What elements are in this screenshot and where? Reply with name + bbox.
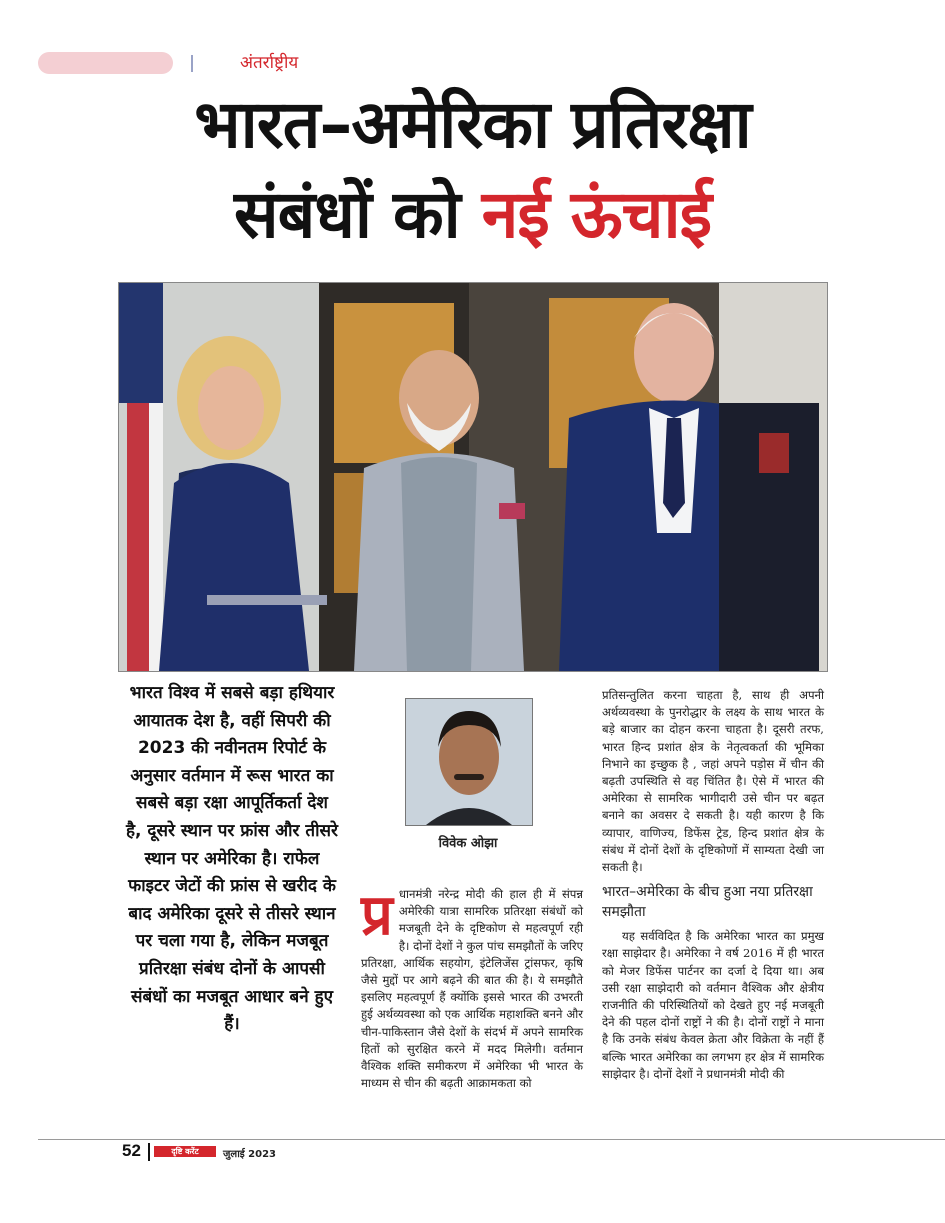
lead-photo-illustration (119, 283, 827, 671)
headline-line-1: भारत–अमेरिका प्रतिरक्षा (194, 86, 751, 163)
drop-cap: प्र (361, 882, 393, 948)
section-divider (191, 55, 193, 72)
footer-separator (148, 1143, 150, 1161)
author-portrait-illustration (406, 699, 532, 825)
page-number: 52 (122, 1141, 141, 1160)
pull-quote: भारत विश्व में सबसे बड़ा हथियार आयातक देश है, वहीं सिपरी की 2023 की नवीनतम रिपोर्ट के अनुसार वर्तमान में रूस भारत का सबसे बड़ा रक्षा आपूर्तिकर्ता देश है, दूसरे स्थान पर फ्रांस और तीसरे स्थान पर अमेरिका है। राफेल फाइटर जेटों की फ्रांस से खरीद के बाद अमेरिका दूसरे से तीसरे स्थान पर चला गया है, लेकिन मजबूत प्रतिरक्षा संबंध दोनों के आपसी संबंधों का मजबूत आधार बने हुए हैं। (126, 683, 338, 1035)
issue-date: जुलाई 2023 (223, 1149, 277, 1160)
magazine-logo (154, 1146, 216, 1157)
article-col2-text: धानमंत्री नरेन्द्र मोदी की हाल ही में संपन्न अमेरिकी यात्रा सामरिक प्रतिरक्षा संबंधों को मजबूती देने के दृष्टिकोण से महत्वपूर्ण रही है। दोनों देशों ने कुल पांच समझौतों के जरिए प्रतिरक्षा, आर्थिक सहयोग, इंटेलिजेंस ट्रांसफर, कृषि जैसे मुद्दों पर आगे बढ़ने की बात की है। ये समझौते इसलिए महत्वपूर्ण हैं क्योंकि इससे भारत की उभरती हुई अर्थव्यवस्था को एक आर्थिक महाशक्ति बनने और चीन-पाकिस्तान जैसे देशों के संदर्भ में अपने सामरिक हितों को सुरक्षित करने में मदद मिलेगी। वर्तमान वैश्विक शक्ति समीकरण में अमेरिका भी भारत के माध्यम से चीन की बढ़ती आक्रामकता को (361, 887, 583, 1091)
headline-line-2 (0, 176, 945, 253)
author-name: विवेक ओझा (438, 836, 498, 851)
footer-rule (38, 1139, 945, 1140)
section-label: अंतर्राष्ट्रीय (240, 53, 299, 73)
article-column-3 (602, 687, 824, 1083)
lead-photo (118, 282, 828, 672)
article-subheading: भारत–अमेरिका के बीच हुआ नया प्रतिरक्षा समझौता (602, 884, 813, 921)
magazine-logo-text: दृष्टि करेंट (171, 1147, 199, 1156)
author-photo (405, 698, 533, 826)
article-column-2 (361, 882, 583, 1092)
headline-black-part: संबंधों को (234, 176, 460, 253)
article-col3-paragraph-2: यह सर्वविदित है कि अमेरिका भारत का प्रमुख रक्षा साझेदार है। अमेरिका ने वर्ष 2016 में ही भारत को मेजर डिफेंस पार्टनर का दर्जा दे दिया था। अब उसी रक्षा साझेदारी को वर्तमान वैश्विक और क्षेत्रीय राजनीति की परिस्थितियों को देखते हुए नई मजबूती देने की पहल दोनों राष्ट्रों ने की है। दोनों राष्ट्रों ने माना है कि उनके संबंध केवल क्रेता और विक्रेता के नहीं हैं बल्कि भारत अमेरिका का लगभग हर क्षेत्र में सामरिक साझेदार है। दोनों देशों ने प्रधानमंत्री मोदी की (602, 929, 824, 1081)
section-pill (38, 52, 173, 74)
article-col3-paragraph-1: प्रतिसन्तुलित करना चाहता है, साथ ही अपनी अर्थव्यवस्था के पुनरोद्धार के लक्ष्य के साथ भारत के बड़े बाजार का दोहन करना चाहता है। दूसरी तरफ, भारत हिन्द प्रशांत क्षेत्र के नेतृत्वकर्ता की भूमिका निभाने का इच्छुक है , जहां अपने पड़ोस में चीन की बढ़ती उपस्थिति से वह चिंतित है। ऐसे में भारत की अमेरिका से सामरिक भागीदारी उसे चीन पर बढ़त बनाने का अवसर दे सकती है। यही कारण है कि व्यापार, वाणिज्य, डिफेंस ट्रेड, हिन्द प्रशांत क्षेत्र के संबंध में दोनों देशों के दृष्टिकोणों में साम्यता देखी जा सकती है। (602, 688, 824, 875)
headline-red-part: नई ऊंचाई (481, 176, 711, 253)
